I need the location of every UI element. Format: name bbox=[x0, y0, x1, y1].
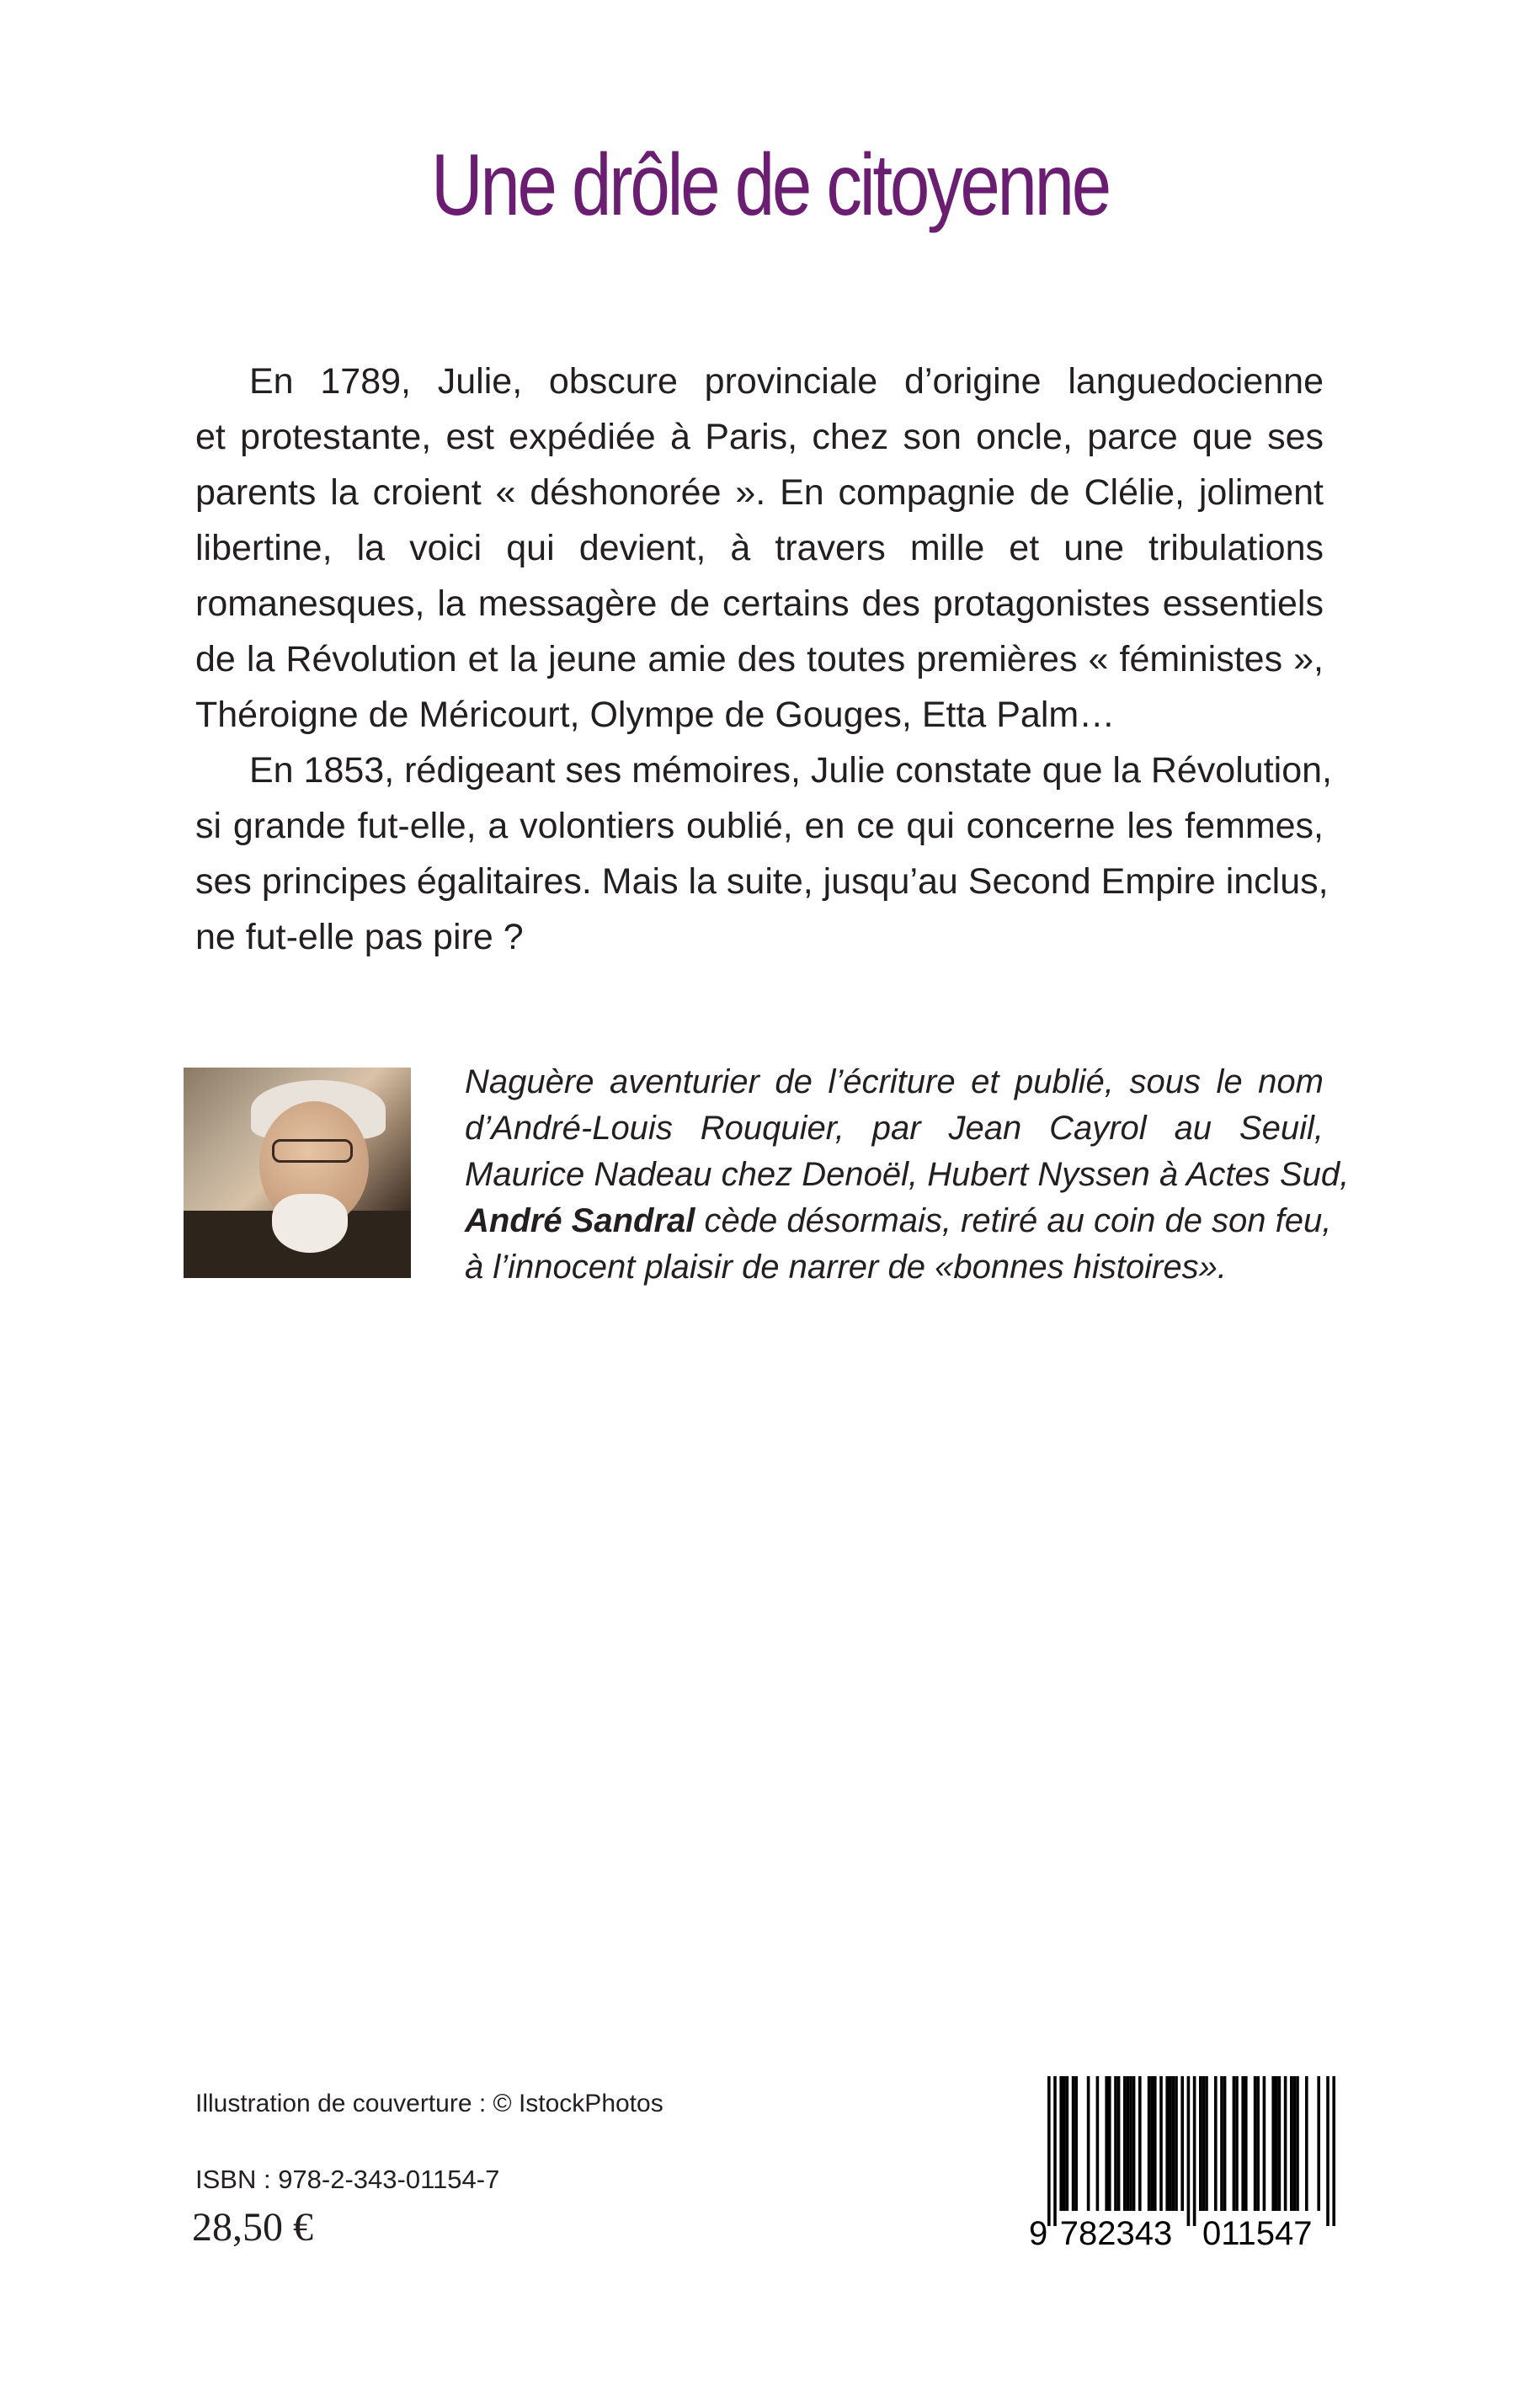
barcode-bar bbox=[1332, 2076, 1335, 2226]
barcode-digits: 9 bbox=[1029, 2215, 1048, 2252]
barcode-bar bbox=[1220, 2076, 1223, 2211]
barcode-bar bbox=[1214, 2076, 1218, 2211]
barcode-bar bbox=[1063, 2076, 1066, 2211]
barcode-bar bbox=[1275, 2076, 1278, 2211]
barcode-bar bbox=[1165, 2076, 1169, 2211]
summary-line: ne fut-elle pas pire ? bbox=[195, 917, 524, 957]
barcode-bar bbox=[1202, 2076, 1206, 2211]
price: 28,50 € bbox=[192, 2205, 313, 2250]
barcode-bar bbox=[1254, 2076, 1257, 2211]
barcode-bar bbox=[1175, 2076, 1178, 2211]
barcode-bar bbox=[1244, 2076, 1248, 2211]
barcode-bar bbox=[1053, 2076, 1057, 2226]
barcode-bar bbox=[1066, 2076, 1069, 2211]
barcode-bar bbox=[1256, 2076, 1260, 2211]
summary-line: de la Révolution et la jeune amie des toutes premières « féministes », bbox=[195, 639, 1324, 679]
barcode-bar bbox=[1187, 2076, 1191, 2226]
barcode-bar bbox=[1326, 2076, 1330, 2226]
book-title: Une drôle de citoyenne bbox=[431, 136, 1109, 234]
summary-line: En 1789, Julie, obscure provinciale d’origine languedocienne bbox=[249, 361, 1324, 402]
summary-line: et protestante, est expédiée à Paris, chez son oncle, parce que ses bbox=[195, 417, 1324, 457]
barcode-bar bbox=[1059, 2076, 1063, 2211]
summary-line: En 1853, rédigeant ses mémoires, Julie constate que la Révolution, bbox=[249, 750, 1332, 791]
barcode-bar bbox=[1233, 2076, 1236, 2211]
barcode-bar bbox=[1169, 2076, 1172, 2211]
barcode-digits: 782343 bbox=[1059, 2215, 1173, 2252]
barcode-bar bbox=[1172, 2076, 1175, 2211]
barcode-bar bbox=[1263, 2076, 1266, 2211]
summary-line: romanesques, la messagère de certains des protagonistes essentiels bbox=[195, 583, 1324, 624]
barcode-bar bbox=[1278, 2076, 1282, 2211]
barcode-bar bbox=[1123, 2076, 1127, 2211]
bio-line: d’André-Louis Rouquier, par Jean Cayrol au Seuil, bbox=[465, 1110, 1324, 1147]
barcode-bar bbox=[1290, 2076, 1293, 2211]
barcode-bar bbox=[1223, 2076, 1227, 2211]
barcode-bar bbox=[1047, 2076, 1051, 2226]
barcode-bar bbox=[1117, 2076, 1121, 2211]
barcode-bar bbox=[1150, 2076, 1154, 2211]
barcode-bar bbox=[1293, 2076, 1297, 2211]
barcode-bar bbox=[1180, 2076, 1184, 2211]
barcode-bar bbox=[1271, 2076, 1275, 2211]
barcode-bar bbox=[1132, 2076, 1136, 2211]
barcode-bar bbox=[1241, 2076, 1244, 2211]
summary-text bbox=[195, 354, 1332, 965]
bio-line: à l’innocent plaisir de narrer de «bonnes histoires». bbox=[465, 1249, 1227, 1286]
barcode-bar bbox=[1074, 2076, 1078, 2211]
barcode-bar bbox=[1129, 2076, 1132, 2211]
summary-line: Théroigne de Méricourt, Olympe de Gouges, Etta Palm… bbox=[195, 695, 1116, 735]
barcode-bar bbox=[1154, 2076, 1157, 2211]
summary-line: ses principes égalitaires. Mais la suite, jusqu’au Second Empire inclus, bbox=[195, 861, 1329, 902]
summary-line: libertine, la voici qui devient, à travers mille et une tribulations bbox=[195, 528, 1324, 568]
barcode-bar bbox=[1096, 2076, 1100, 2211]
barcode-bar bbox=[1159, 2076, 1163, 2211]
author-name: André Sandral bbox=[465, 1202, 695, 1239]
barcode bbox=[1029, 2076, 1353, 2253]
barcode-bar bbox=[1127, 2076, 1130, 2211]
barcode-bar bbox=[1296, 2076, 1299, 2211]
barcode-bar bbox=[1105, 2076, 1108, 2211]
barcode-digits: 011547 bbox=[1202, 2215, 1313, 2252]
barcode-bar bbox=[1138, 2076, 1142, 2211]
isbn: ISBN : 978-2-343-01154-7 bbox=[195, 2165, 500, 2194]
barcode-bar bbox=[1148, 2076, 1151, 2211]
barcode-bar bbox=[1317, 2076, 1320, 2211]
barcode-bar bbox=[1193, 2076, 1196, 2226]
barcode-bar bbox=[1205, 2076, 1208, 2211]
summary-line: parents la croient « déshonorée ». En compagnie de Clélie, joliment bbox=[195, 472, 1324, 513]
summary-line: si grande fut-elle, a volontiers oublié, en ce qui concerne les femmes, bbox=[195, 806, 1324, 846]
barcode-bar bbox=[1087, 2076, 1090, 2211]
barcode-bar bbox=[1072, 2076, 1075, 2211]
barcode-bar bbox=[1305, 2076, 1308, 2211]
author-photo bbox=[184, 1068, 411, 1278]
author-bio bbox=[465, 1059, 1350, 1291]
bio-line: Naguère aventurier de l’écriture et publié, sous le nom bbox=[465, 1063, 1324, 1100]
cover-credit: Illustration de couverture : © IstockPhotos bbox=[195, 2090, 663, 2117]
barcode-bar bbox=[1199, 2076, 1202, 2211]
barcode-bar bbox=[1108, 2076, 1111, 2211]
barcode-bar bbox=[1114, 2076, 1117, 2211]
bio-line: Maurice Nadeau chez Denoël, Hubert Nyssen à Actes Sud, bbox=[465, 1156, 1350, 1193]
bio-line: André Sandral cède désormais, retiré au coin de son feu, bbox=[465, 1202, 1332, 1239]
barcode-bar bbox=[1235, 2076, 1239, 2211]
barcode-bar bbox=[1284, 2076, 1287, 2211]
